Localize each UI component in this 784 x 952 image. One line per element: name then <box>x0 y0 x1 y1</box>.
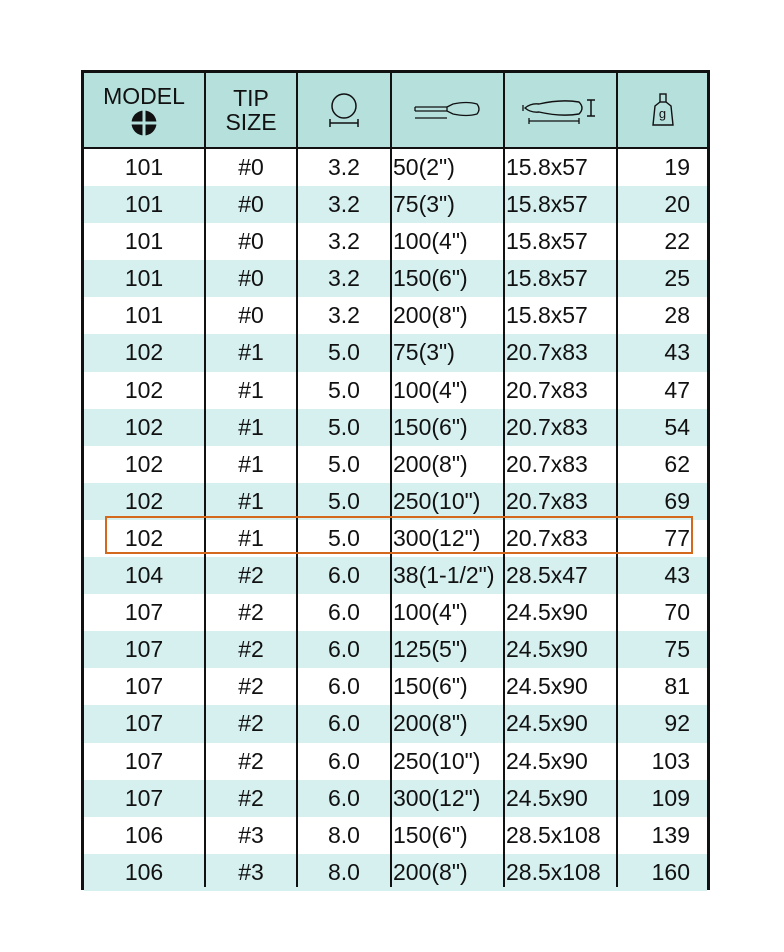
table-row <box>84 854 707 891</box>
table-row <box>84 817 707 854</box>
table-row <box>84 409 707 446</box>
weight-cell: 103 <box>651 747 690 774</box>
diameter-cell: 3.2 <box>328 265 360 292</box>
handle-size-cell: 20.7x83 <box>506 413 588 440</box>
handle-size-cell: 20.7x83 <box>506 524 588 551</box>
weight-cell: 54 <box>664 413 690 440</box>
handle-size-cell: 20.7x83 <box>506 339 588 366</box>
table-row <box>84 743 707 780</box>
table-body <box>84 149 707 891</box>
model-cell: 102 <box>124 450 164 477</box>
handle-size-cell: 24.5x90 <box>506 673 588 700</box>
blade-length-cell: 300(12") <box>393 784 481 811</box>
table-row <box>84 186 707 223</box>
tip-size-cell: #1 <box>238 450 264 477</box>
diameter-cell: 6.0 <box>328 599 360 626</box>
diameter-cell: 6.0 <box>328 636 360 663</box>
weight-cell: 28 <box>664 302 690 329</box>
model-cell: 106 <box>124 821 164 848</box>
handle-size-cell: 20.7x83 <box>506 450 588 477</box>
table-row <box>84 705 707 742</box>
tip-size-cell: #1 <box>238 376 264 403</box>
table-row <box>84 780 707 817</box>
tip-size-cell: #0 <box>238 228 264 255</box>
blade-length-cell: 100(4") <box>393 228 468 255</box>
column-divider <box>503 73 505 887</box>
blade-length-cell: 200(8") <box>393 450 468 477</box>
weight-cell: 43 <box>664 562 690 589</box>
tip-size-cell: #0 <box>238 154 264 180</box>
diameter-cell: 3.2 <box>328 302 360 329</box>
table-row <box>84 334 707 371</box>
diameter-cell: 6.0 <box>328 562 360 589</box>
table-row <box>84 260 707 297</box>
blade-length-cell: 150(6") <box>393 821 468 848</box>
tip-diameter-icon <box>327 92 361 128</box>
model-cell: 102 <box>124 487 164 514</box>
header-tip-label: TIP <box>233 85 269 111</box>
model-cell: 101 <box>124 154 164 180</box>
blade-length-cell: 75(3") <box>393 191 455 218</box>
model-cell: 101 <box>124 191 164 218</box>
table-row <box>84 668 707 705</box>
tip-size-cell: #2 <box>238 784 264 811</box>
weight-cell: 75 <box>664 636 690 663</box>
handle-size-cell: 24.5x90 <box>506 747 588 774</box>
blade-length-cell: 150(6") <box>393 265 468 292</box>
tip-size-cell: #3 <box>238 858 264 885</box>
weight-cell: 139 <box>651 821 690 848</box>
handle-size-cell: 24.5x90 <box>506 636 588 663</box>
header-weight <box>618 73 707 147</box>
column-divider <box>296 73 298 887</box>
blade-length-cell: 75(3") <box>393 339 455 366</box>
tip-size-cell: #2 <box>238 636 264 663</box>
handle-size-cell: 15.8x57 <box>506 302 588 329</box>
table-row <box>84 446 707 483</box>
diameter-cell: 3.2 <box>328 154 360 180</box>
handle-size-cell: 24.5x90 <box>506 784 588 811</box>
table-row <box>84 372 707 409</box>
column-divider <box>390 73 392 887</box>
tip-size-cell: #0 <box>238 265 264 292</box>
header-handle-size <box>505 73 617 147</box>
blade-length-cell: 100(4") <box>393 599 468 626</box>
model-cell: 102 <box>124 376 164 403</box>
model-cell: 102 <box>124 339 164 366</box>
handle-size-cell: 24.5x90 <box>506 710 588 737</box>
handle-size-cell: 28.5x108 <box>506 821 601 848</box>
weight-icon-label: g <box>658 106 667 121</box>
handle-size-cell: 15.8x57 <box>506 265 588 292</box>
handle-size-cell: 20.7x83 <box>506 376 588 403</box>
model-cell: 107 <box>124 599 164 626</box>
weight-cell: 20 <box>664 191 690 218</box>
table-row <box>84 149 707 186</box>
diameter-cell: 5.0 <box>328 487 360 514</box>
model-cell: 101 <box>124 302 164 329</box>
weight-icon <box>651 92 675 128</box>
diameter-cell: 6.0 <box>328 747 360 774</box>
weight-cell: 92 <box>664 710 690 737</box>
tip-size-cell: #1 <box>238 524 264 551</box>
diameter-cell: 5.0 <box>328 524 360 551</box>
tip-size-cell: #2 <box>238 710 264 737</box>
weight-cell: 43 <box>664 339 690 366</box>
model-cell: 101 <box>124 228 164 255</box>
tip-size-cell: #3 <box>238 821 264 848</box>
blade-length-cell: 50(2") <box>393 154 455 180</box>
handle-size-cell: 28.5x108 <box>506 858 601 885</box>
diameter-cell: 6.0 <box>328 710 360 737</box>
blade-length-cell: 38(1-1/2") <box>393 562 495 589</box>
spec-table <box>81 70 710 890</box>
tip-size-cell: #2 <box>238 562 264 589</box>
diameter-cell: 3.2 <box>328 191 360 218</box>
table-row <box>84 631 707 668</box>
handle-size-cell: 15.8x57 <box>506 191 588 218</box>
diameter-cell: 6.0 <box>328 784 360 811</box>
weight-cell: 22 <box>664 228 690 255</box>
diameter-cell: 5.0 <box>328 450 360 477</box>
table-row <box>84 223 707 260</box>
table-row <box>84 557 707 594</box>
phillips-tip-icon <box>131 110 157 136</box>
tip-size-cell: #2 <box>238 599 264 626</box>
diameter-cell: 8.0 <box>328 821 360 848</box>
model-cell: 102 <box>124 413 164 440</box>
table-row <box>84 297 707 334</box>
header-size-label: SIZE <box>225 109 277 135</box>
blade-length-cell: 200(8") <box>393 710 468 737</box>
weight-cell: 47 <box>664 376 690 403</box>
blade-length-cell: 200(8") <box>393 858 468 885</box>
model-cell: 101 <box>124 265 164 292</box>
model-cell: 107 <box>124 784 164 811</box>
diameter-cell: 8.0 <box>328 858 360 885</box>
diameter-cell: 3.2 <box>328 228 360 255</box>
table-row-highlighted <box>84 520 707 557</box>
model-cell: 107 <box>124 673 164 700</box>
diameter-cell: 6.0 <box>328 673 360 700</box>
header-model-label: MODEL <box>103 83 185 109</box>
weight-cell: 77 <box>664 524 690 551</box>
handle-size-cell: 20.7x83 <box>506 487 588 514</box>
tip-size-cell: #2 <box>238 747 264 774</box>
weight-cell: 70 <box>664 599 690 626</box>
model-cell: 107 <box>124 636 164 663</box>
blade-length-cell: 200(8") <box>393 302 468 329</box>
weight-cell: 81 <box>664 673 690 700</box>
header-model <box>84 73 204 147</box>
handle-size-cell: 15.8x57 <box>506 154 588 180</box>
weight-cell: 62 <box>664 450 690 477</box>
weight-cell: 25 <box>664 265 690 292</box>
weight-cell: 160 <box>651 858 690 885</box>
model-cell: 107 <box>124 710 164 737</box>
model-cell: 106 <box>124 858 164 885</box>
blade-length-cell: 300(12") <box>393 524 481 551</box>
blade-length-cell: 100(4") <box>393 376 468 403</box>
weight-cell: 109 <box>651 784 690 811</box>
diameter-cell: 5.0 <box>328 339 360 366</box>
model-cell: 104 <box>124 562 164 589</box>
diameter-cell: 5.0 <box>328 413 360 440</box>
model-cell: 102 <box>124 524 164 551</box>
blade-length-cell: 250(10") <box>393 747 481 774</box>
tip-size-cell: #1 <box>238 413 264 440</box>
tip-size-cell: #2 <box>238 673 264 700</box>
table-header <box>84 73 707 149</box>
tip-size-cell: #0 <box>238 302 264 329</box>
blade-length-cell: 150(6") <box>393 673 468 700</box>
handle-size-cell: 28.5x47 <box>506 562 588 589</box>
blade-length-cell: 125(5") <box>393 636 468 663</box>
weight-cell: 19 <box>664 154 690 180</box>
blade-length-cell: 150(6") <box>393 413 468 440</box>
blade-length-cell: 250(10") <box>393 487 481 514</box>
header-tip-size <box>205 73 297 147</box>
tip-size-cell: #0 <box>238 191 264 218</box>
header-diameter <box>298 73 390 147</box>
model-cell: 107 <box>124 747 164 774</box>
handle-size-cell: 15.8x57 <box>506 228 588 255</box>
header-blade-length <box>392 73 504 147</box>
tip-size-cell: #1 <box>238 487 264 514</box>
column-divider <box>204 73 206 887</box>
tip-size-cell: #1 <box>238 339 264 366</box>
weight-cell: 69 <box>664 487 690 514</box>
table-row <box>84 483 707 520</box>
handle-size-icon <box>521 94 601 126</box>
handle-size-cell: 24.5x90 <box>506 599 588 626</box>
blade-length-icon <box>413 98 483 122</box>
table-row <box>84 594 707 631</box>
column-divider <box>616 73 618 887</box>
diameter-cell: 5.0 <box>328 376 360 403</box>
